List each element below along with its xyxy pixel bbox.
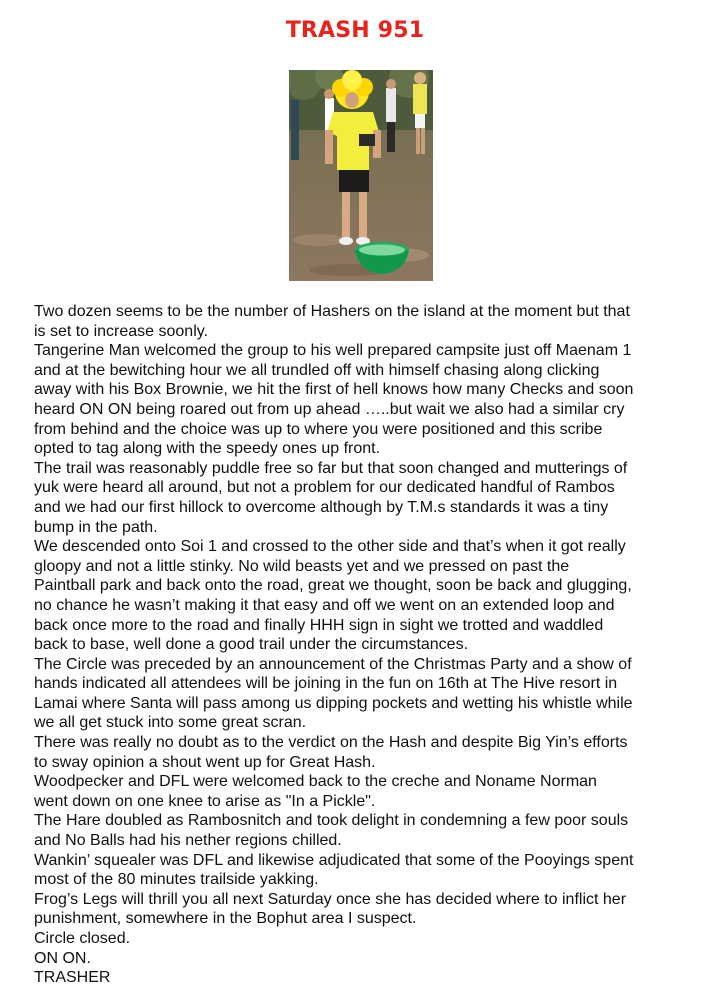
article-line: Circle closed. — [34, 930, 131, 947]
article-line: and we had our first hillock to overcome although by T.M.s standards it was a tiny — [34, 498, 609, 516]
article-line: away with his Box Brownie, we hit the first of hell knows how many Checks and soon — [34, 381, 634, 399]
article-line: punishment, somewhere in the Bophut area I suspect. — [34, 910, 417, 928]
article-line: is set to increase soonly. — [34, 322, 209, 340]
article-line: we all get stuck into some great scran. — [34, 714, 307, 732]
article-line: Wankin’ squealer was DFL and likewise adjudicated that some of the Pooyings spent — [34, 851, 634, 869]
article-line: from behind and the choice was up to where you were positioned and this scribe — [34, 420, 603, 438]
article-line: ON ON. — [34, 949, 91, 967]
article-line: and No Balls had his nether regions chilled. — [34, 832, 342, 850]
article-line: The trail was reasonably puddle free so far but that soon changed and mutterings of — [34, 459, 628, 477]
article-line: The Hare doubled as Rambosnitch and took delight in condemning a few poor souls — [34, 812, 629, 830]
article-line: Frog’s Legs will thrill you all next Saturday once she has decided where to inflict her — [34, 890, 627, 908]
article-line: There was really no doubt as to the verdict on the Hash and despite Big Yin’s efforts — [34, 734, 628, 752]
article-line: Paintball park and back onto the road, great we thought, soon be back and glugging, — [34, 577, 632, 595]
article-line: Tangerine Man welcomed the group to his well prepared campsite just off Maenam 1 — [34, 342, 632, 360]
page-title: TRASH 951 — [285, 18, 425, 43]
article-line: The Circle was preceded by an announcement of the Christmas Party and a show of — [34, 655, 632, 673]
article-line: and at the bewitching hour we all trundled off with himself chasing along clicking — [34, 361, 600, 379]
article-line: Woodpecker and DFL were welcomed back to the creche and Noname Norman — [34, 773, 597, 791]
article-line: back to base, well done a good trail under the circumstances. — [34, 636, 469, 654]
article-line: opted to tag along with the speedy ones up front. — [34, 440, 381, 458]
article-line: gloopy and not a little stinky. No wild beasts yet and we pressed on past the — [34, 557, 570, 575]
article-line: to sway opinion a shout went up for Great Hash. — [34, 753, 376, 771]
article-body — [34, 302, 694, 988]
article-line: most of the 80 minutes trailside yakking. — [34, 871, 319, 889]
article-line: Two dozen seems to be the number of Hashers on the island at the moment but that — [34, 303, 630, 320]
photo-icon — [289, 70, 433, 281]
article-line: went down on one knee to arise as "In a Pickle". — [34, 792, 376, 810]
article-line: We descended onto Soi 1 and crossed to the other side and that’s when it got really — [34, 538, 626, 556]
article-line: Lamai where Santa will pass among us dipping pockets and wetting his whistle while — [34, 694, 633, 712]
article-line: hands indicated all attendees will be joining in the fun on 16th at The Hive resort in — [34, 675, 618, 693]
article-line: yuk were heard all around, but not a problem for our dedicated handful of Rambos — [34, 479, 615, 497]
article-line: heard ON ON being roared out from up ahead …..but wait we also had a similar cry — [34, 400, 625, 418]
article-line: TRASHER — [34, 969, 111, 987]
article-line: back once more to the road and finally HHH sign in sight we trotted and waddled — [34, 616, 604, 634]
article-line: no chance he wasn’t making it that easy and off we went on an extended loop and — [34, 596, 615, 614]
article-line: bump in the path. — [34, 518, 158, 536]
